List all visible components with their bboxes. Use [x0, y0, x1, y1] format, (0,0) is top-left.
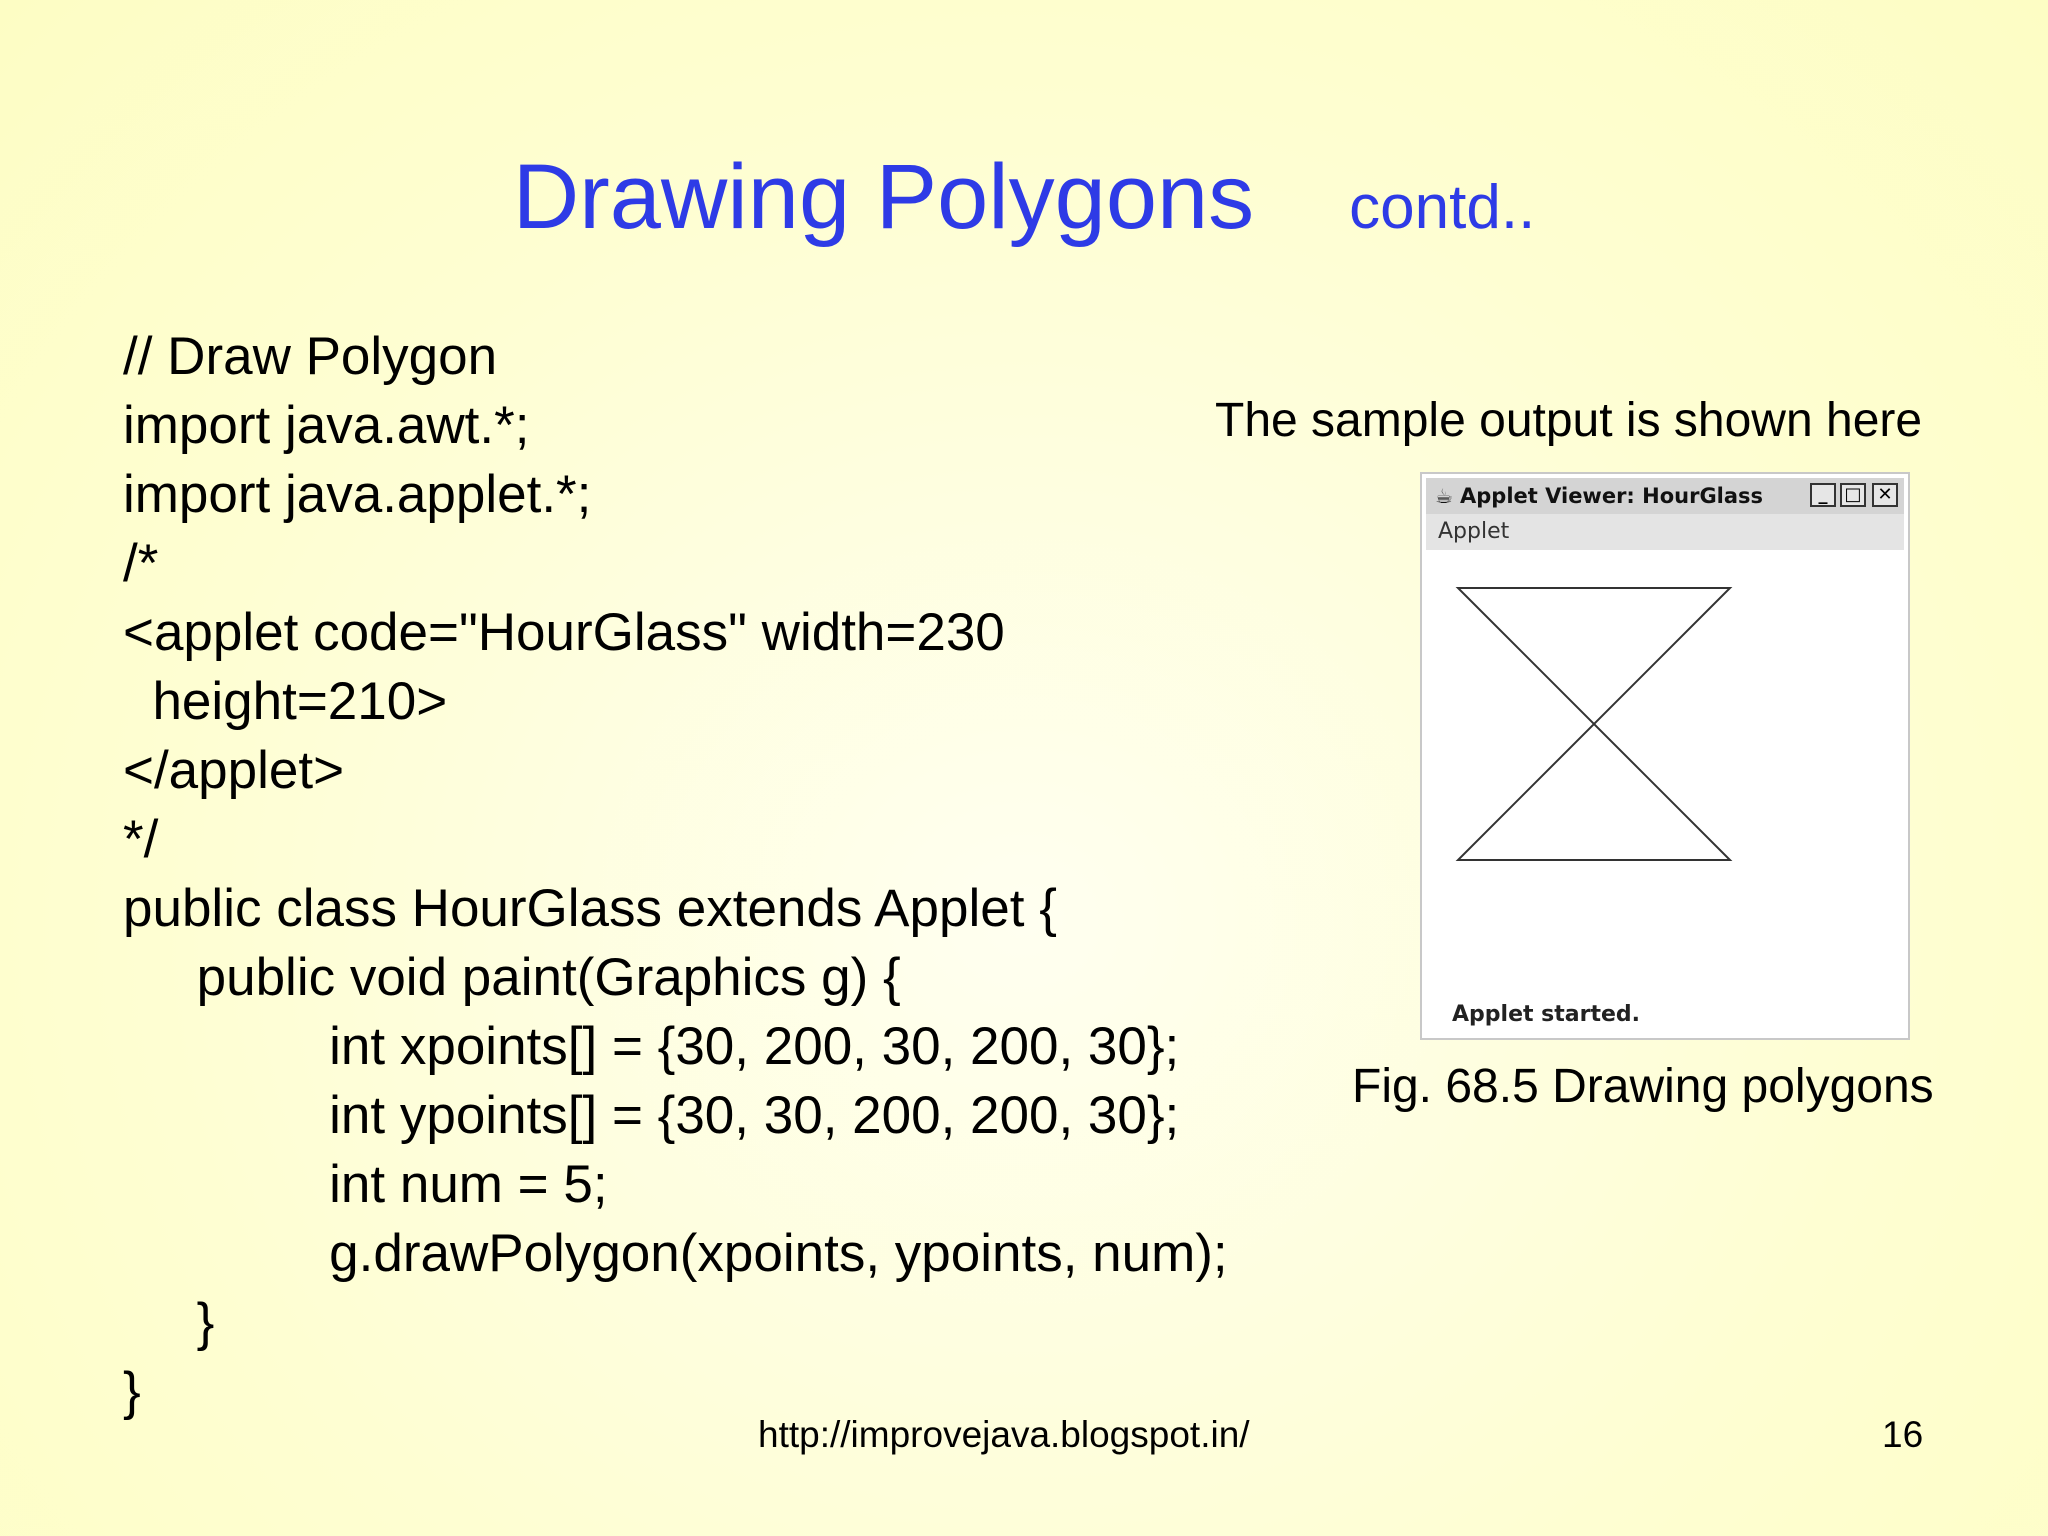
- slide-title-contd: contd..: [1349, 173, 1536, 242]
- code-line: <applet code="HourGlass" width=230: [123, 603, 1005, 662]
- applet-menu[interactable]: Applet: [1438, 519, 1510, 544]
- code-line: public void paint(Graphics g) {: [123, 948, 901, 1007]
- hourglass-polygon: [1458, 588, 1730, 860]
- java-app-icon: ☕: [1435, 484, 1453, 508]
- applet-viewer-window: [1420, 472, 1910, 1040]
- figure-caption: Fig. 68.5 Drawing polygons: [1352, 1060, 1934, 1113]
- code-line: </applet>: [123, 741, 345, 800]
- code-line: int xpoints[] = {30, 200, 30, 200, 30};: [123, 1017, 1180, 1076]
- code-line: /*: [123, 534, 159, 593]
- code-line: // Draw Polygon: [123, 327, 498, 386]
- code-line: }: [123, 1362, 141, 1421]
- code-listing: [123, 322, 1228, 1426]
- slide-title-main: Drawing Polygons: [512, 146, 1255, 248]
- code-line: */: [123, 810, 159, 869]
- applet-titlebar[interactable]: [1426, 478, 1904, 514]
- code-line: public class HourGlass extends Applet {: [123, 879, 1057, 938]
- page-number: 16: [1882, 1414, 1924, 1455]
- close-button[interactable]: ✕: [1872, 483, 1898, 507]
- maximize-button[interactable]: □: [1840, 483, 1866, 507]
- footer-url[interactable]: http://improvejava.blogspot.in/: [758, 1414, 1250, 1455]
- code-line: height=210>: [123, 672, 448, 731]
- code-line: int num = 5;: [123, 1155, 608, 1214]
- applet-status-text: Applet started.: [1452, 1002, 1641, 1027]
- applet-menubar: [1426, 514, 1904, 550]
- applet-canvas: [1422, 474, 1908, 1038]
- code-line: g.drawPolygon(xpoints, ypoints, num);: [123, 1224, 1228, 1283]
- sample-output-caption: The sample output is shown here: [1215, 394, 1923, 447]
- slide-title: [0, 142, 2048, 252]
- applet-window-title: Applet Viewer: HourGlass: [1460, 484, 1764, 508]
- code-line: import java.awt.*;: [123, 396, 530, 455]
- code-line: int ypoints[] = {30, 30, 200, 200, 30};: [123, 1086, 1180, 1145]
- code-line: }: [123, 1293, 215, 1352]
- code-line: import java.applet.*;: [123, 465, 592, 524]
- minimize-button[interactable]: _: [1810, 483, 1836, 507]
